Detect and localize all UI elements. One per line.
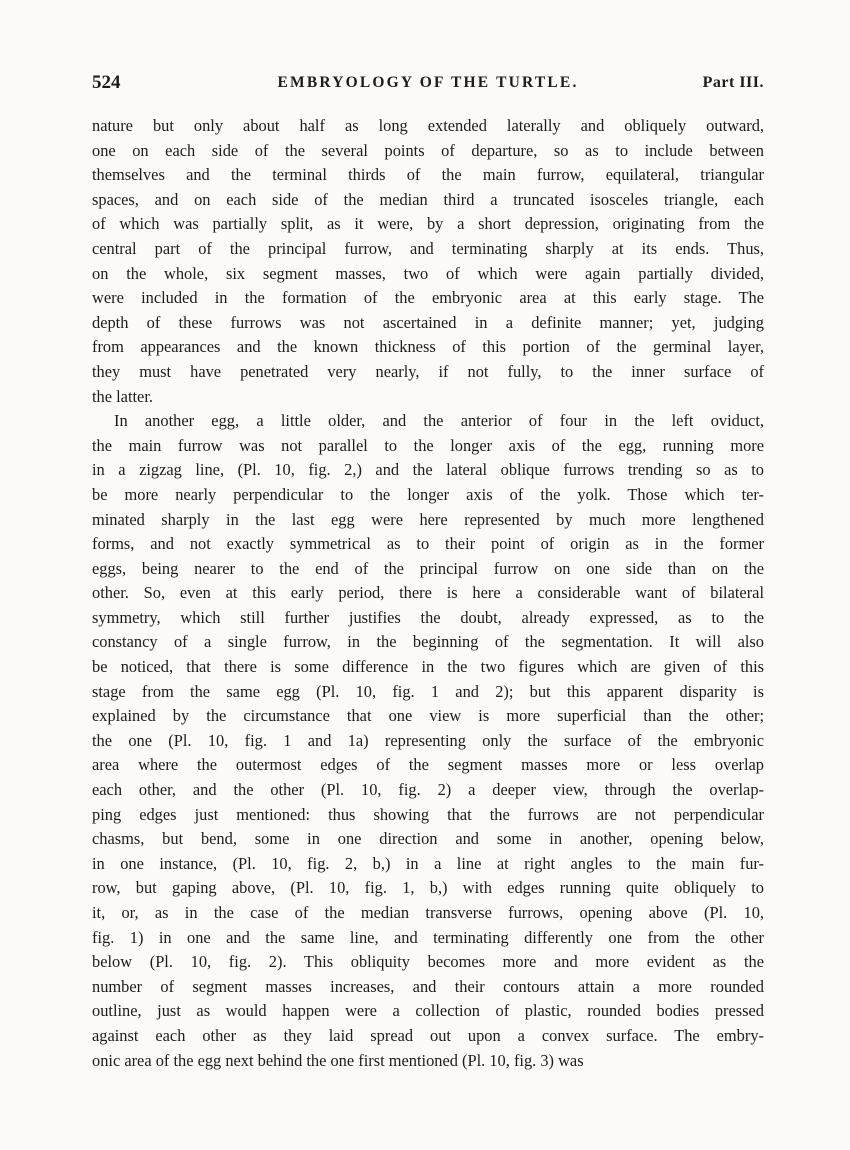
- text-line: chasms, but bend, some in one direction and some in another, opening below,: [92, 829, 764, 849]
- text-line: fig. 1) in one and the same line, and terminating differently one from the other: [92, 927, 764, 947]
- text-line: from appearances and the known thickness of this portion of the germinal layer,: [92, 337, 764, 357]
- text-line: eggs, being nearer to the end of the principal furrow on one side than on the: [92, 558, 764, 578]
- text-line: the main furrow was not parallel to the longer axis of the egg, running more: [92, 435, 764, 455]
- text-line: on the whole, six segment masses, two of which were again partially divided,: [92, 263, 764, 283]
- text-line: nature but only about half as long extended laterally and obliquely outward,: [92, 116, 764, 135]
- text-line: onic area of the egg next behind the one first mentioned (Pl. 10, fig. 3) was: [92, 1050, 584, 1070]
- text-line: were included in the formation of the embryonic area at this early stage. The: [92, 288, 764, 308]
- text-line: row, but gaping above, (Pl. 10, fig. 1, b,) with edges running quite obliquely to: [92, 878, 764, 898]
- text-line: the one (Pl. 10, fig. 1 and 1a) representing only the surface of the embryonic: [92, 730, 764, 750]
- text-line: spaces, and on each side of the median third a truncated isosceles triangle, each: [92, 189, 764, 209]
- page-number: 524: [92, 72, 121, 93]
- text-line: In another egg, a little older, and the anterior of four in the left oviduct,: [114, 411, 764, 431]
- text-line: one on each side of the several points of departure, so as to include between: [92, 140, 764, 160]
- text-line: in one instance, (Pl. 10, fig. 2, b,) in a line at right angles to the main fur-: [92, 853, 764, 873]
- text-line: minated sharply in the last egg were here represented by much more lengthened: [92, 509, 764, 529]
- text-line: the latter.: [92, 386, 153, 406]
- text-line: against each other as they laid spread out upon a convex surface. The embry-: [92, 1025, 764, 1045]
- part-label: Part III.: [702, 74, 764, 91]
- text-line: of which was partially split, as it were, by a short depression, originating from the: [92, 214, 764, 234]
- text-line: in a zigzag line, (Pl. 10, fig. 2,) and the lateral oblique furrows trending so as to: [92, 460, 764, 480]
- text-line: be more nearly perpendicular to the longer axis of the yolk. Those which ter-: [92, 484, 764, 504]
- text-line: below (Pl. 10, fig. 2). This obliquity becomes more and more evident as the: [92, 952, 764, 972]
- text-line: stage from the same egg (Pl. 10, fig. 1 and 2); but this apparent disparity is: [92, 681, 764, 701]
- text-line: depth of these furrows was not ascertained in a definite manner; yet, judging: [92, 312, 764, 332]
- text-line: be noticed, that there is some difference in the two figures which are given of this: [92, 657, 764, 677]
- text-line: ping edges just mentioned: thus showing that the furrows are not perpendicular: [92, 804, 764, 824]
- text-line: each other, and the other (Pl. 10, fig. 2) a deeper view, through the overlap-: [92, 780, 764, 800]
- paragraph: [92, 114, 764, 409]
- text-line: symmetry, which still further justifies the doubt, already expressed, as to the: [92, 607, 764, 627]
- text-line: explained by the circumstance that one view is more superficial than the other;: [92, 706, 764, 726]
- text-line: constancy of a single furrow, in the beginning of the segmentation. It will also: [92, 632, 764, 652]
- body-text: [92, 114, 764, 1073]
- running-header: [92, 72, 764, 98]
- paragraph: [92, 409, 764, 1073]
- text-line: they must have penetrated very nearly, if not fully, to the inner surface of: [92, 361, 764, 381]
- text-line: central part of the principal furrow, and terminating sharply at its ends. Thus,: [92, 238, 764, 258]
- text-line: outline, just as would happen were a collection of plastic, rounded bodies pressed: [92, 1001, 764, 1021]
- running-title: EMBRYOLOGY OF THE TURTLE.: [277, 74, 579, 91]
- text-line: it, or, as in the case of the median transverse furrows, opening above (Pl. 10,: [92, 903, 764, 922]
- text-line: number of segment masses increases, and their contours attain a more rounded: [92, 976, 764, 996]
- text-line: area where the outermost edges of the segment masses more or less overlap: [92, 755, 764, 775]
- text-line: other. So, even at this early period, there is here a considerable want of bilateral: [92, 583, 764, 603]
- text-line: themselves and the terminal thirds of the main furrow, equilateral, triangular: [92, 165, 764, 185]
- text-line: forms, and not exactly symmetrical as to their point of origin as in the former: [92, 534, 764, 554]
